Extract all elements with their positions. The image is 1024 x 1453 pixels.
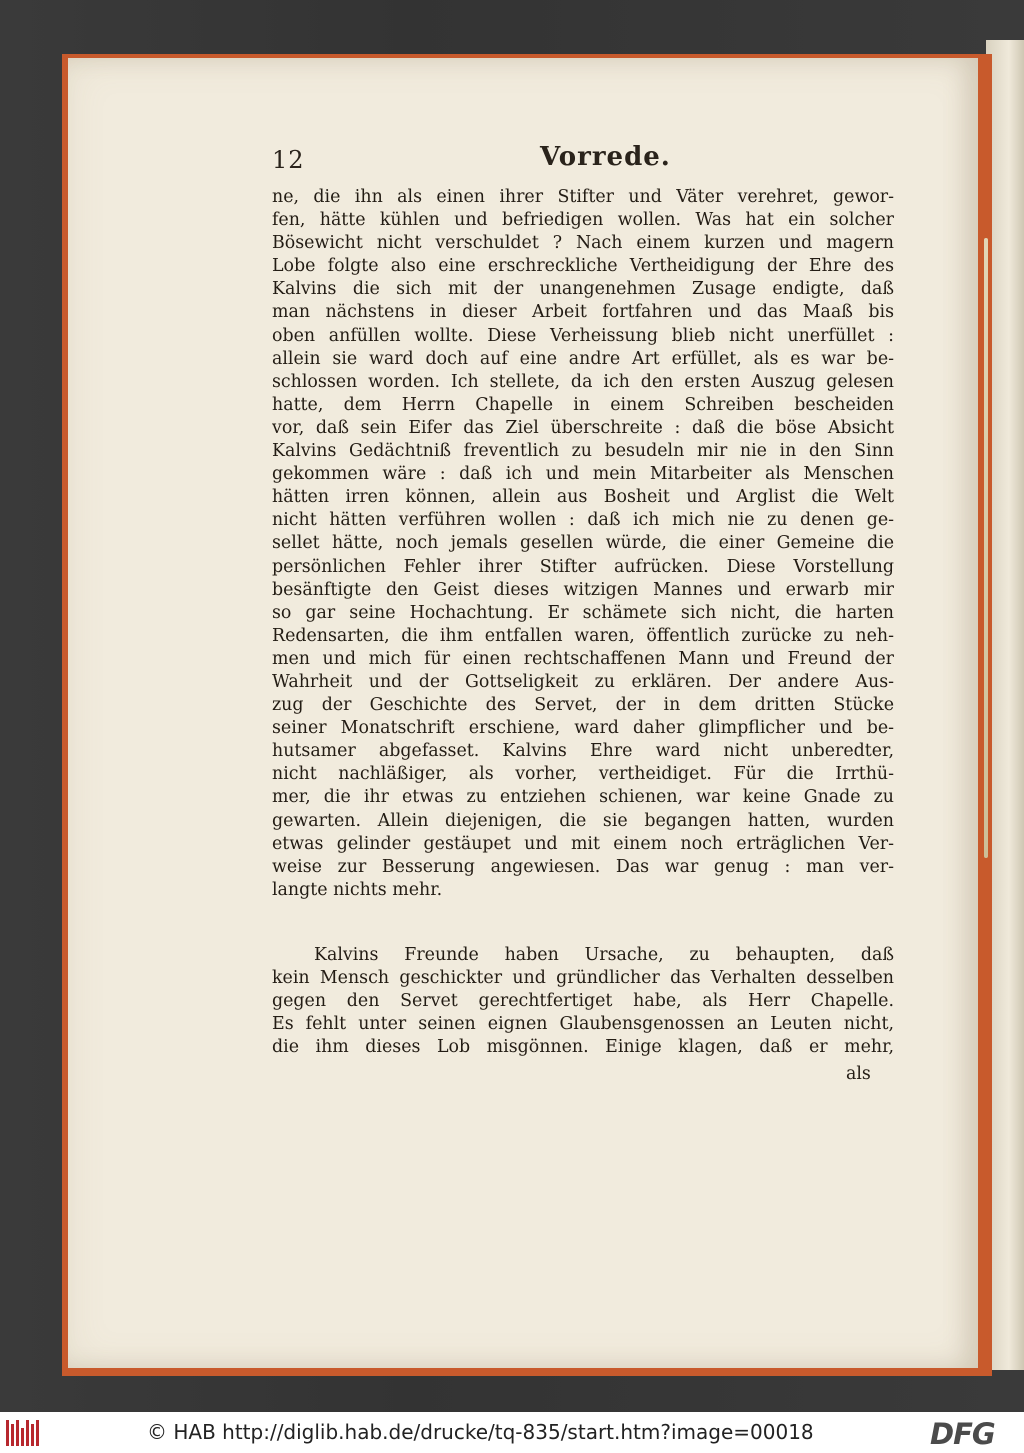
text-line: gegen den Servet gerechtfertiget habe, als Herr Chapelle. <box>272 991 894 1012</box>
text-line: besänftigte den Geist dieses witzigen Mannes und erwarb mir <box>272 579 894 600</box>
text-line: weise zur Besserung angewiesen. Das war genug : man ver- <box>272 856 894 877</box>
text-line: hutsamer abgefasset. Kalvins Ehre ward nicht unberedter, <box>272 741 894 762</box>
text-line: die ihm dieses Lob misgönnen. Einige klagen, daß er mehr, <box>272 1037 894 1058</box>
text-line: sellet hätte, noch jemals gesellen würde, die einer Gemeine die <box>272 533 894 554</box>
text-line: Kalvins Gedächtniß freventlich zu besudeln mir nie in den Sinn <box>272 441 894 462</box>
text-line: vor, daß sein Eifer das Ziel überschreite : daß die böse Absicht <box>272 417 894 438</box>
text-line: gewarten. Allein diejenigen, die sie begangen hatten, wurden <box>272 810 894 831</box>
text-line: ne, die ihn als einen ihrer Stifter und Väter verehret, gewor- <box>272 187 894 207</box>
footer-bar <box>0 1412 1024 1453</box>
hab-barcode-logo-icon <box>6 1420 40 1446</box>
page-gutter-mark <box>984 238 988 858</box>
text-line: langte nichts mehr. <box>272 879 443 900</box>
text-line: kein Mensch geschickter und gründlicher das Verhalten desselben <box>272 968 894 989</box>
text-line: oben anfüllen wollte. Diese Verheissung blieb nicht unerfüllet : <box>272 325 894 346</box>
text-line: Kalvins die sich mit der unangenehmen Zusage endigte, daß <box>272 279 894 300</box>
text-line: Es fehlt unter seinen eignen Glaubensgenossen an Leuten nicht, <box>272 1014 894 1035</box>
catchword: als <box>846 1064 871 1084</box>
text-line: Wahrheit und der Gottseligkeit zu erklären. Der andere Aus- <box>272 671 894 692</box>
running-head: Vorrede. <box>540 142 671 172</box>
text-line: Kalvins Freunde haben Ursache, zu behaupten, daß <box>314 945 894 965</box>
text-line: mer, die ihr etwas zu entziehen schienen, war keine Gnade zu <box>272 787 894 808</box>
paragraph-1 <box>272 186 894 902</box>
page-number: 12 <box>272 146 305 174</box>
copyright-link[interactable]: © HAB http://diglib.hab.de/drucke/tq-835/start.htm?image=00018 <box>147 1420 814 1444</box>
text-line: gekommen wäre : daß ich und mein Mitarbeiter als Menschen <box>272 464 894 485</box>
text-line: hätten irren können, allein aus Bosheit und Arglist die Welt <box>272 487 894 508</box>
text-line: persönlichen Fehler ihrer Stifter aufrücken. Diese Vorstellung <box>272 556 894 577</box>
paragraph-2 <box>272 944 894 1059</box>
text-line: Bösewicht nicht verschuldet ? Nach einem kurzen und magern <box>272 233 894 254</box>
text-line: so gar seine Hochachtung. Er schämete sich nicht, die harten <box>272 602 894 623</box>
text-line: hatte, dem Herrn Chapelle in einem Schreiben bescheiden <box>272 394 894 415</box>
text-line: etwas gelinder gestäupet und mit einem noch erträglichen Ver- <box>272 833 894 854</box>
text-line: man nächstens in dieser Arbeit fortfahren und das Maaß bis <box>272 302 894 323</box>
text-line: Lobe folgte also eine erschreckliche Vertheidigung der Ehre des <box>272 256 894 277</box>
text-line: Redensarten, die ihm entfallen waren, öffentlich zurücke zu neh- <box>272 625 894 646</box>
text-line: allein sie ward doch auf eine andre Art erfüllet, als es war be- <box>272 348 894 369</box>
text-line: seiner Monatschrift erschiene, ward daher glimpflicher und be- <box>272 718 894 739</box>
text-line: nicht nachläßiger, als vorher, vertheidiget. Für die Irrthü- <box>272 764 894 785</box>
text-line: fen, hätte kühlen und befriedigen wollen. Was hat ein solcher <box>272 210 894 231</box>
text-line: men und mich für einen rechtschaffenen Mann und Freund der <box>272 648 894 669</box>
text-line: schlossen worden. Ich stellete, da ich den ersten Auszug gelesen <box>272 371 894 392</box>
text-line: nicht hätten verführen wollen : daß ich mich nie zu denen ge- <box>272 510 894 531</box>
dfg-logo: DFG <box>930 1417 995 1451</box>
text-line: zug der Geschichte des Servet, der in dem dritten Stücke <box>272 695 894 716</box>
